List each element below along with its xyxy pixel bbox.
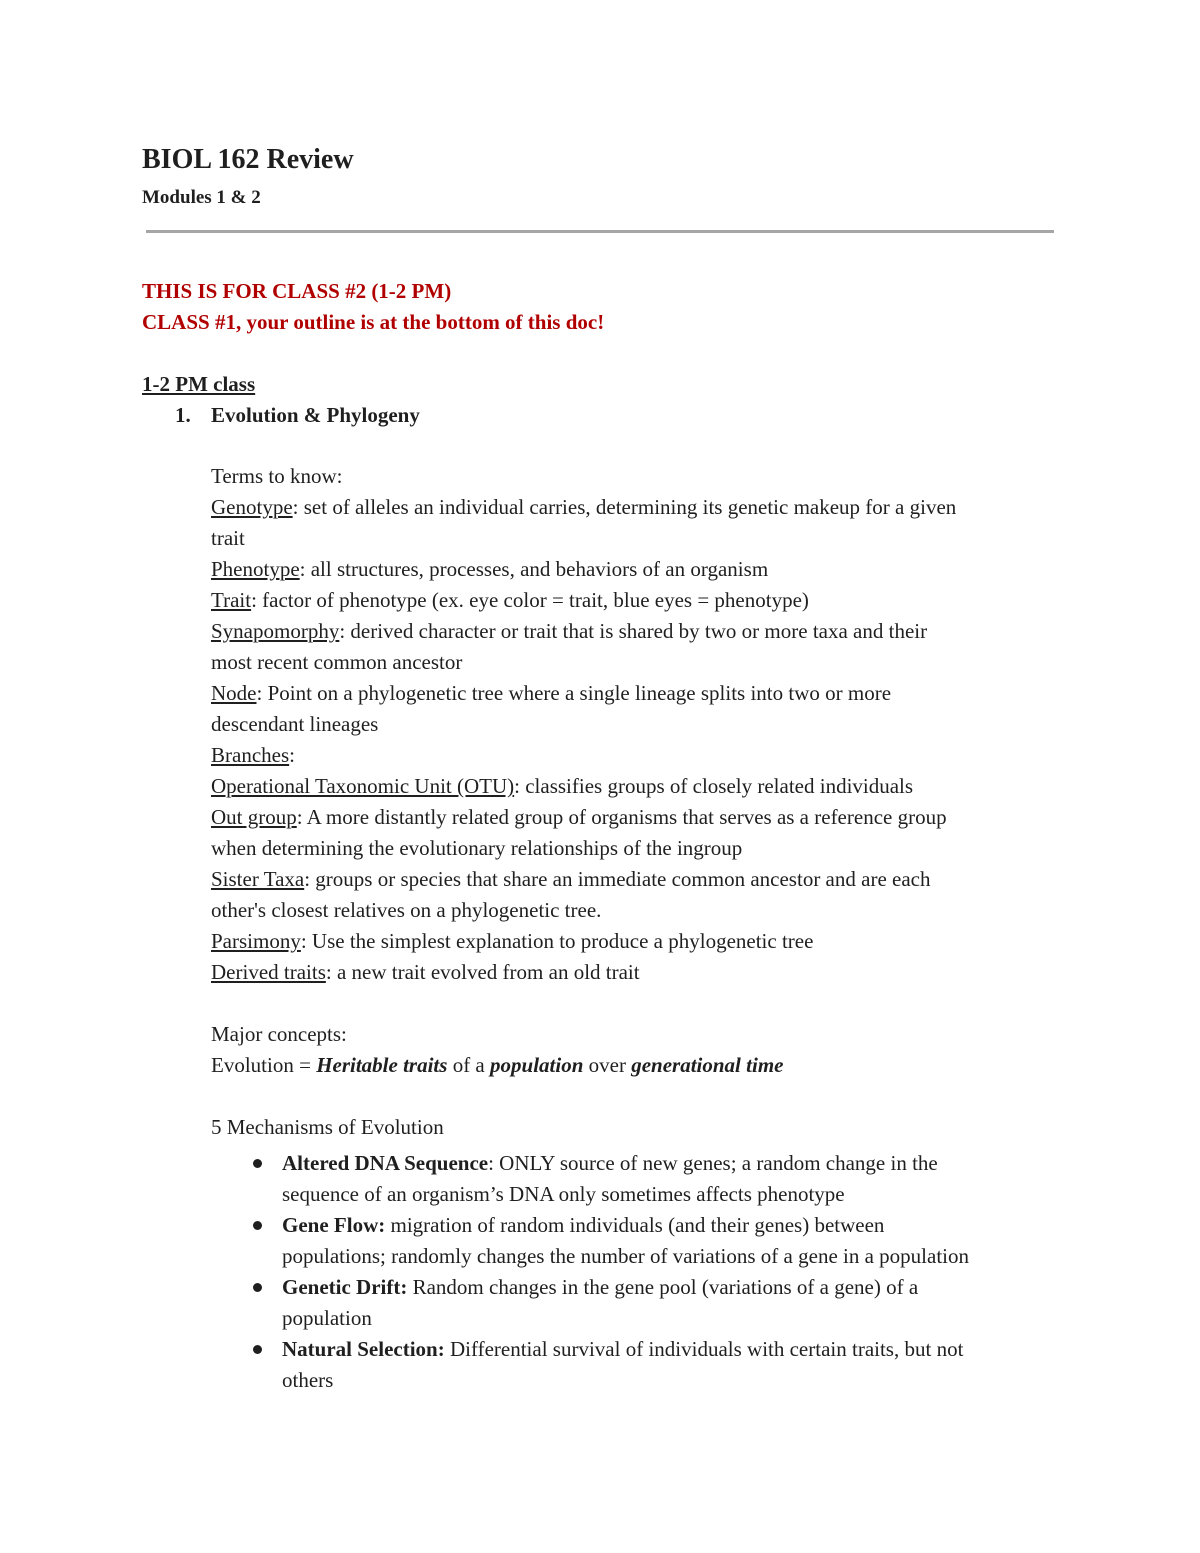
- term-definition: : derived character or trait that is shared by two or more taxa and their: [339, 619, 928, 643]
- term-trait: [211, 585, 1071, 616]
- term-derived-traits: [211, 957, 1071, 988]
- term-definition: : set of alleles an individual carries, determining its genetic makeup for a given: [292, 495, 957, 519]
- class-notice-line-1: THIS IS FOR CLASS #2 (1-2 PM): [142, 279, 452, 303]
- concept-text: of a: [447, 1053, 491, 1077]
- horizontal-rule: [146, 230, 1054, 233]
- term-definition: : factor of phenotype (ex. eye color = trait, blue eyes = phenotype): [251, 588, 809, 612]
- mechanisms-list: [211, 1148, 1071, 1396]
- outline-item-title: Evolution & Phylogeny: [211, 403, 420, 427]
- bullet-icon: [253, 1283, 262, 1292]
- term-label: Phenotype: [211, 557, 300, 581]
- list-item: [211, 1272, 1071, 1334]
- term-genotype: [211, 492, 1071, 523]
- term-definition: : a new trait evolved from an old trait: [325, 960, 640, 984]
- term-label: Operational Taxonomic Unit (OTU): [211, 774, 515, 798]
- term-label: Genotype: [211, 495, 293, 519]
- term-label: Parsimony: [211, 929, 301, 953]
- concepts-heading: Major concepts:: [211, 1022, 347, 1046]
- class-notice-line-2: CLASS #1, your outline is at the bottom of this doc!: [142, 310, 605, 334]
- term-definition: : groups or species that share an immediate common ancestor and are each: [304, 867, 931, 891]
- mechanism-definition: migration of random individuals (and their genes) between: [385, 1213, 885, 1237]
- term-sister-taxa: [211, 864, 1071, 895]
- term-definition: : all structures, processes, and behaviors of an organism: [299, 557, 769, 581]
- term-parsimony: [211, 926, 1071, 957]
- document-subtitle: Modules 1 & 2: [142, 187, 261, 208]
- bullet-icon: [253, 1221, 262, 1230]
- concept-text: Evolution =: [211, 1053, 317, 1077]
- term-label: Sister Taxa: [211, 867, 305, 891]
- list-item: [211, 1210, 1071, 1272]
- section-heading: 1-2 PM class: [142, 372, 256, 396]
- outline-item-number: 1.: [175, 403, 191, 427]
- mechanism-term: Gene Flow:: [282, 1213, 386, 1237]
- bullet-icon: [253, 1345, 262, 1354]
- mechanism-term: Altered DNA Sequence: [282, 1151, 489, 1175]
- concept-text: over: [583, 1053, 632, 1077]
- term-phenotype: [211, 554, 1071, 585]
- term-otu: [211, 771, 1071, 802]
- mechanism-definition: : ONLY source of new genes; a random change in the: [488, 1151, 938, 1175]
- mechanisms-heading: 5 Mechanisms of Evolution: [211, 1115, 444, 1139]
- term-label: Trait: [211, 588, 252, 612]
- mechanism-definition: Differential survival of individuals with certain traits, but not: [444, 1337, 964, 1361]
- mechanism-definition-cont: population: [282, 1306, 372, 1330]
- concept-keyword: population: [490, 1053, 584, 1077]
- terms-heading: Terms to know:: [211, 464, 343, 488]
- term-node: [211, 678, 1071, 709]
- term-label: Out group: [211, 805, 297, 829]
- terms-block: [211, 461, 1071, 1143]
- list-item: [211, 1334, 1071, 1396]
- mechanism-definition-cont: sequence of an organism’s DNA only sometimes affects phenotype: [282, 1182, 845, 1206]
- mechanism-definition-cont: others: [282, 1368, 334, 1392]
- term-definition: : A more distantly related group of organisms that serves as a reference group: [296, 805, 947, 829]
- term-definition: : classifies groups of closely related individuals: [514, 774, 914, 798]
- term-definition: : Point on a phylogenetic tree where a single lineage splits into two or more: [256, 681, 892, 705]
- term-sister-taxa-cont: other's closest relatives on a phylogenetic tree.: [211, 898, 602, 922]
- term-label: Derived traits: [211, 960, 326, 984]
- mechanism-definition: Random changes in the gene pool (variations of a gene) of a: [407, 1275, 919, 1299]
- term-synapomorphy-cont: most recent common ancestor: [211, 650, 463, 674]
- term-branches: [211, 740, 1071, 771]
- term-node-cont: descendant lineages: [211, 712, 379, 736]
- term-genotype-cont: trait: [211, 526, 245, 550]
- bullet-icon: [253, 1159, 262, 1168]
- mechanism-term: Genetic Drift:: [282, 1275, 408, 1299]
- concept-keyword: generational time: [631, 1053, 784, 1077]
- term-definition: : Use the simplest explanation to produce a phylogenetic tree: [300, 929, 814, 953]
- term-synapomorphy: [211, 616, 1071, 647]
- term-label: Node: [211, 681, 257, 705]
- term-label: Branches: [211, 743, 290, 767]
- mechanism-term: Natural Selection:: [282, 1337, 445, 1361]
- term-outgroup: [211, 802, 1071, 833]
- mechanism-definition-cont: populations; randomly changes the number of variations of a gene in a population: [282, 1244, 969, 1268]
- term-label: Synapomorphy: [211, 619, 340, 643]
- term-definition: :: [289, 743, 295, 767]
- document-title: BIOL 162 Review: [142, 144, 354, 175]
- term-outgroup-cont: when determining the evolutionary relationships of the ingroup: [211, 836, 743, 860]
- list-item: [211, 1148, 1071, 1210]
- evolution-definition: [211, 1050, 1071, 1081]
- concept-keyword: Heritable traits: [316, 1053, 448, 1077]
